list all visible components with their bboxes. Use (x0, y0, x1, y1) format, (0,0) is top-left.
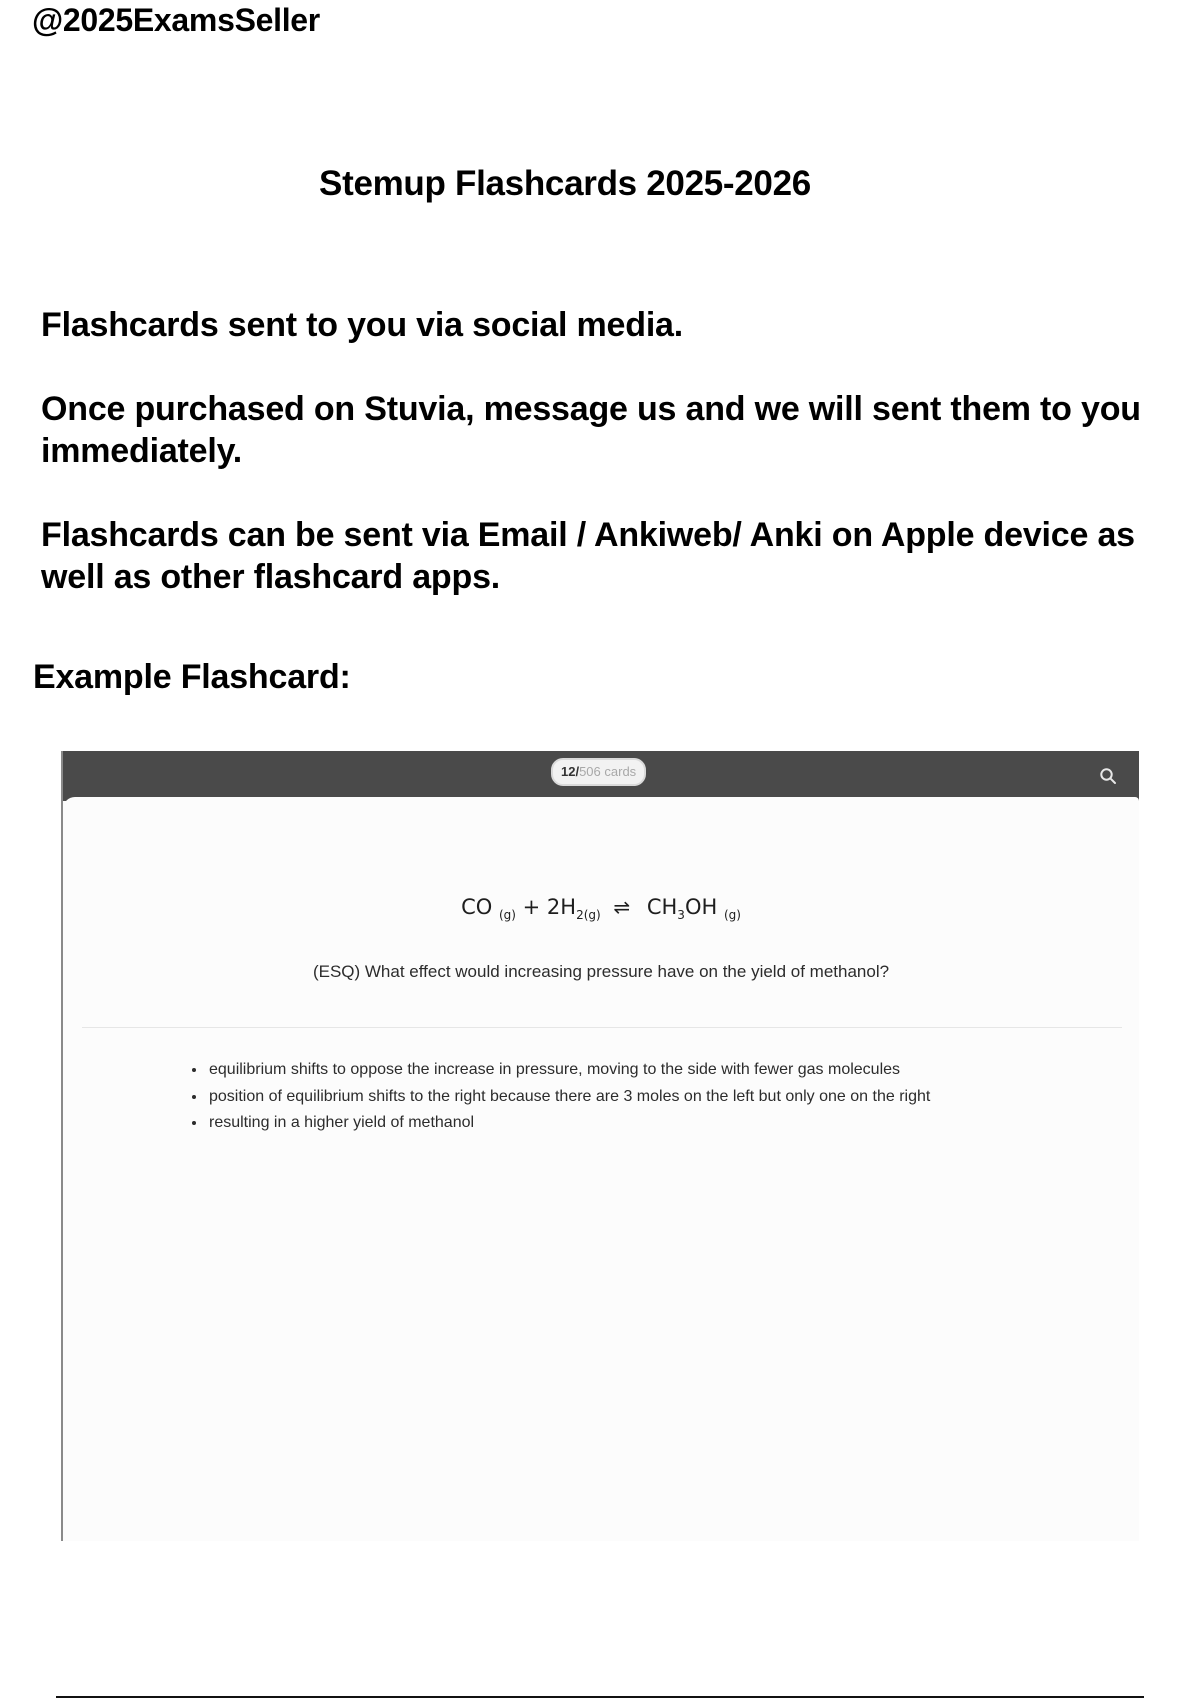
equation-reactant-co: CO (461, 895, 493, 919)
search-icon[interactable] (1099, 767, 1117, 785)
answer-item: • equilibrium shifts to oppose the increase in pressure, moving to the side with fewer gas molecules (207, 1057, 930, 1084)
equation-reactant-h2: + 2H (522, 895, 577, 919)
card-counter-badge[interactable] (551, 758, 646, 786)
flashcard-answer-list (191, 1057, 930, 1137)
equation-ch3-subscript: 3 (677, 908, 685, 922)
answer-item: • resulting in a higher yield of methanol (207, 1110, 930, 1137)
equilibrium-arrow: ⇌ (613, 895, 631, 919)
intro-paragraph-formats: Flashcards can be sent via Email / Ankiweb/ Anki on Apple device as well as other flashcard apps. (41, 516, 1135, 596)
equation-co-state: (g) (498, 908, 516, 922)
chemical-equation (63, 895, 1139, 922)
answer-item: • position of equilibrium shifts to the right because there are 3 moles on the left but only one on the right (207, 1084, 930, 1111)
flashcard-sheet (63, 797, 1139, 1541)
question-answer-divider (82, 1027, 1122, 1028)
flashcard-question: (ESQ) What effect would increasing pressure have on the yield of methanol? (312, 962, 890, 981)
example-heading: Example Flashcard: (33, 658, 351, 696)
document-title: Stemup Flashcards 2025-2026 (319, 164, 811, 203)
footer-divider (56, 1696, 1144, 1698)
intro-paragraph-purchase: Once purchased on Stuvia, message us and we will sent them to you immediately. (41, 390, 1141, 470)
intro-paragraph-delivery: Flashcards sent to you via social media. (41, 306, 684, 344)
equation-ch3oh-state: (g) (723, 908, 741, 922)
app-top-bar (63, 751, 1139, 801)
equation-product-oh: OH (684, 895, 718, 919)
card-counter-current: 12/ (561, 764, 580, 779)
author-handle: @2025ExamsSeller (32, 2, 320, 38)
equation-product-ch: CH (646, 895, 678, 919)
flashcard-app-screenshot (61, 751, 1139, 1541)
card-counter-total: 506 cards (579, 764, 637, 779)
equation-h2-subscript: 2(g) (576, 908, 601, 922)
